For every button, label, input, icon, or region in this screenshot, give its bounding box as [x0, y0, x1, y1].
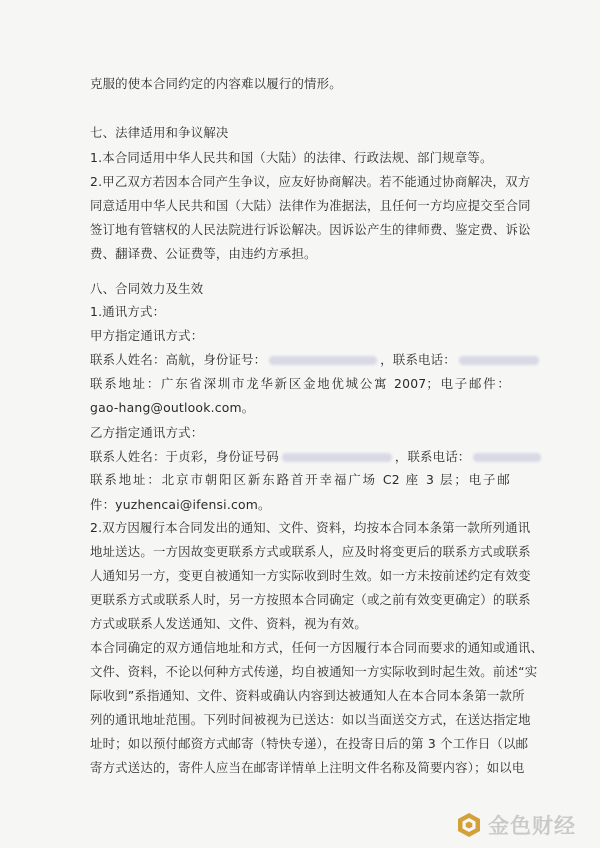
text-line: 文件、资料，不论以何种方式传递，均自被通知一方实际收到时起生效。前述“实	[90, 664, 538, 679]
phone-label: ，联系电话：	[380, 352, 456, 367]
text-line: 方式或联系人发送通知、文件、资料，视为有效。	[90, 616, 367, 631]
text-line: 列的通讯地址范围。下列时间被视为已送达：如以当面送交方式，在送达指定地	[90, 712, 531, 727]
text-line: 人通知另一方，变更自被通知一方实际收到时生效。如一方未按前述约定有效变	[90, 568, 531, 583]
text-line: 1.通讯方式：	[90, 304, 166, 319]
section-heading-8: 八、合同效力及生效	[90, 281, 204, 296]
text-line: 联系地址：广东省深圳市龙华新区金地优城公寓 2007；电子邮件：	[90, 376, 510, 391]
email-line: 件：yuzhencai@ifensi.com。	[90, 497, 271, 512]
text-line: 联系地址：北京市朝阳区新东路首开幸福广场 C2 座 3 层；电子邮	[90, 472, 510, 487]
text-line: 费、翻译费、公证费等，由违约方承担。	[90, 246, 317, 261]
text-line: 乙方指定通讯方式：	[90, 425, 204, 440]
party-a-contact-line	[90, 352, 510, 368]
text-line: 址时；如以预付邮资方式邮寄（特快专递），在投寄日后的第 3 个工作日（以邮	[90, 736, 529, 751]
party-a-name-label: 联系人姓名：高航，身份证号：	[90, 352, 267, 367]
text-line: 更联系方式或联系人时，另一方按照本合同确定（或之前有效变更确定）的联系	[90, 592, 531, 607]
text-line: 本合同确定的双方通信地址和方式，任何一方因履行本合同而要求的通知或通讯、	[90, 640, 544, 655]
redacted-phone	[473, 453, 541, 462]
text-line: 签订地有管辖权的人民法院进行诉讼解决。因诉讼产生的律师费、鉴定费、诉讼	[90, 222, 531, 237]
text-line: 甲方指定通讯方式：	[90, 328, 204, 343]
redacted-phone	[459, 356, 539, 365]
phone-label: ，联系电话：	[394, 449, 471, 464]
text-line: 同意适用中华人民共和国（大陆）法律作为准据法，且任何一方均应提交至合同	[90, 198, 531, 213]
text-line: 1.本合同适用中华人民共和国（大陆）的法律、行政法规、部门规章等。	[90, 150, 493, 165]
text-line: 2.双方因履行本合同发出的通知、文件、资料，均按本合同本条第一款所列通讯	[90, 520, 531, 535]
watermark	[456, 810, 576, 840]
section-heading-7: 七、法律适用和争议解决	[90, 125, 229, 140]
text-line: 际收到”系指通知、文件、资料或确认内容到达被通知人在本合同本条第一款所	[90, 688, 525, 703]
party-b-name-label: 联系人姓名：于贞彩，身份证号码	[90, 449, 279, 464]
watermark-text: 金色财经	[488, 814, 576, 838]
email-line: gao-hang@outlook.com。	[90, 400, 255, 415]
text-line: 寄方式送达的，寄件人应当在邮寄详情单上注明文件名称及简要内容）；如以电	[90, 760, 525, 775]
text-line: 2.甲乙双方若因本合同产生争议，应友好协商解决。若不能通过协商解决，双方	[90, 174, 531, 189]
jinse-logo-icon	[456, 812, 482, 838]
redacted-id-number	[269, 356, 377, 365]
text-line: 地址送达。一方因故变更联系方式或联系人，应及时将变更后的联系方式或联系	[90, 544, 531, 559]
text-line: 克服的使本合同约定的内容难以履行的情形。	[90, 76, 342, 91]
party-b-contact-line	[90, 449, 510, 465]
redacted-id-number	[282, 453, 392, 462]
